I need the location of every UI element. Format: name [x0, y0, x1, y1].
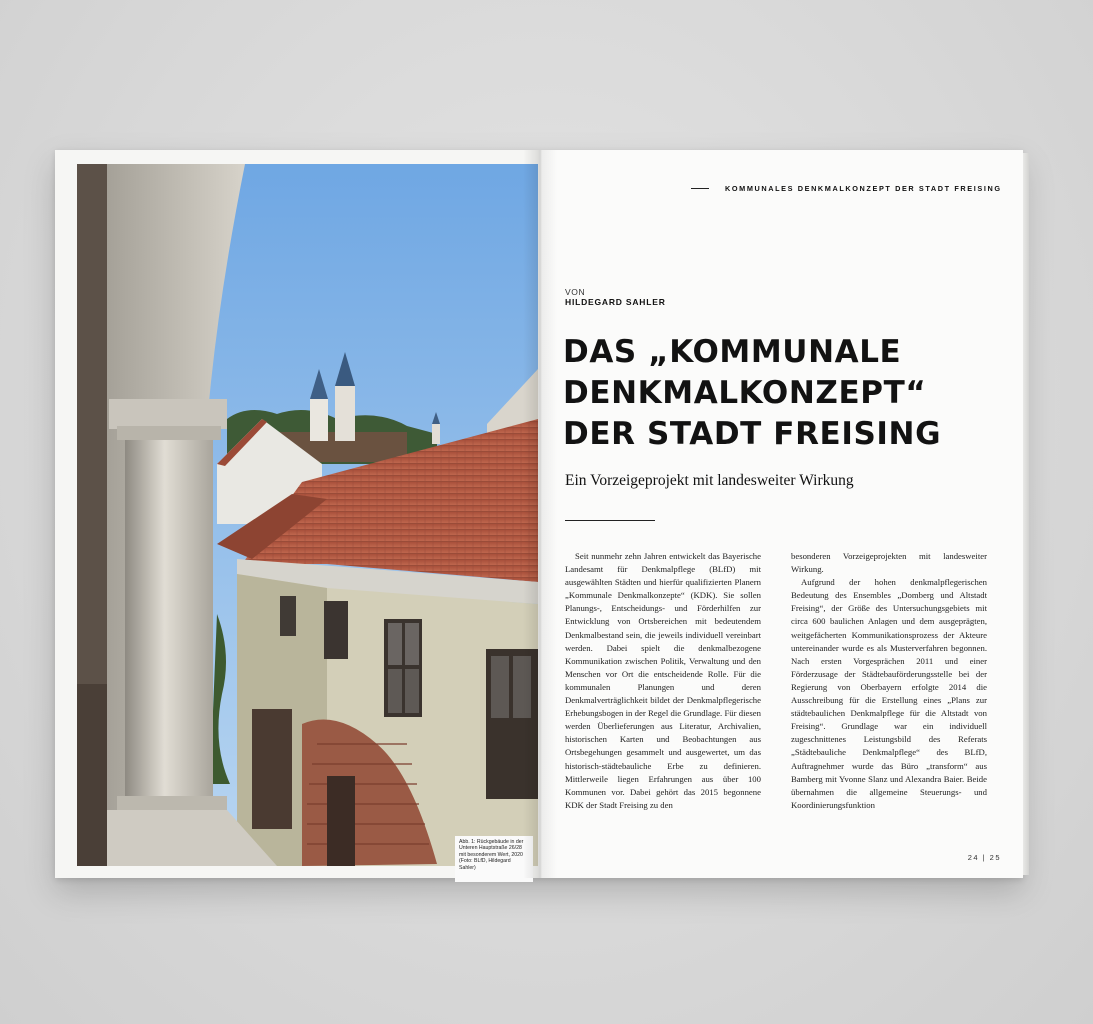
caption-line: Sahler)	[459, 864, 476, 871]
body-paragraph: Aufgrund der hohen denkmalpflegerischen Bedeutung des Ensembles „Domberg und Altstadt Freising“, der Größe des Untersuchungsgebiets mit circa 600 baulichen Anlagen und dem ausgeprägten, weitgefächerten Kommunikationsprozess der Akteure untereinander wurde es als Musterverfahren begonnen. Nach ersten Vorgesprächen 2011 und einer Förderzusage der Städtebauförderungsstelle bei der Regierung von Oberbayern erfolgte 2014 die Ausschreibung für die Erstellung eines „Plans zur städtebaulichen Denkmalpflege für die Altstadt von Freising“. Grundlage war ein individuell zugeschnittenes Leistungsbild des Referats „Städtebauliche Denkmalpflege“ des BLfD, Auftragnehmer wurde das Büro „transform“ aus Bamberg mit Yvonne Slanz und Alexandra Baier. Beide übernahmen die allgemeine Steuerungs- und Koordinierungsfunktion	[791, 577, 987, 810]
left-page	[55, 150, 539, 878]
byline-prefix: VON	[565, 287, 586, 297]
subtitle-rule	[565, 520, 655, 521]
body-paragraph: Seit nunmehr zehn Jahren entwickelt das Bayerische Landesamt für Denkmalpflege (BLfD) mit ausgewählten Städten und hierfür qualifizierten Planern „Kommunale Denkmalkonzepte“ (KDK). Sie sollen Planungs-, Entscheidungs- und Förderhilfen zur Entwicklung von Ortsbereichen mit bedeutendem Denkmalbestand sein, die jeweils individuell vereinbart werden. Dabei spielt die denkmalbezogene Kommunikation zwischen Politik, Verwaltung und den Menschen vor Ort die entscheidende Rolle. Für die kommunalen Planungen und deren Denkmalverträglichkeit bildet der Denkmalpflegerische Erhebungsbogen in der Regel die Grundlage. Für diesen werden Überlieferungen aus Literatur, Archivalien, historischen Karten und Beobachtungen aus Ortsbegehungen gesammelt und ausgewertet, um das historisch-städtebauliche Erbe zu definieren. Mittlerweile liegen Erfahrungen aus über 100 Kommunen vor. Dabei gehört das 2015 begonnene KDK der Stadt Freising zu den	[565, 551, 761, 810]
photo-caption	[455, 836, 533, 882]
page-edge	[1023, 153, 1029, 875]
body-column-right	[791, 550, 987, 812]
running-head	[691, 184, 1002, 193]
caption-line: mit besonderem Wert, 2020	[459, 851, 523, 858]
article-photo	[77, 164, 538, 871]
magazine-spread	[55, 150, 1023, 878]
body-column-left	[565, 550, 761, 812]
caption-line: Unteren Hauptstraße 26/28	[459, 845, 522, 852]
byline-author: HILDEGARD SAHLER	[565, 297, 666, 307]
headline-line: DAS „KOMMUNALE	[563, 334, 902, 370]
article-headline	[563, 332, 1003, 455]
running-head-text: KOMMUNALES DENKMALKONZEPT DER STADT FREISING	[725, 184, 1002, 193]
page-numbers: 24 | 25	[967, 853, 1001, 862]
headline-line: DER STADT FREISING	[563, 416, 942, 452]
running-head-rule	[691, 188, 709, 189]
article-subtitle: Ein Vorzeigeprojekt mit landesweiter Wirkung	[565, 472, 854, 489]
body-paragraph: besonderen Vorzeigeprojekten mit landesweiter Wirkung.	[791, 551, 987, 575]
right-page	[539, 150, 1023, 878]
caption-line: (Foto: BLfD, Hildegard	[459, 858, 511, 865]
courtyard-photo-illustration	[77, 164, 538, 866]
caption-line: Abb. 1: Rückgebäude in der	[459, 839, 524, 845]
headline-line: DENKMALKONZEPT“	[563, 375, 927, 411]
